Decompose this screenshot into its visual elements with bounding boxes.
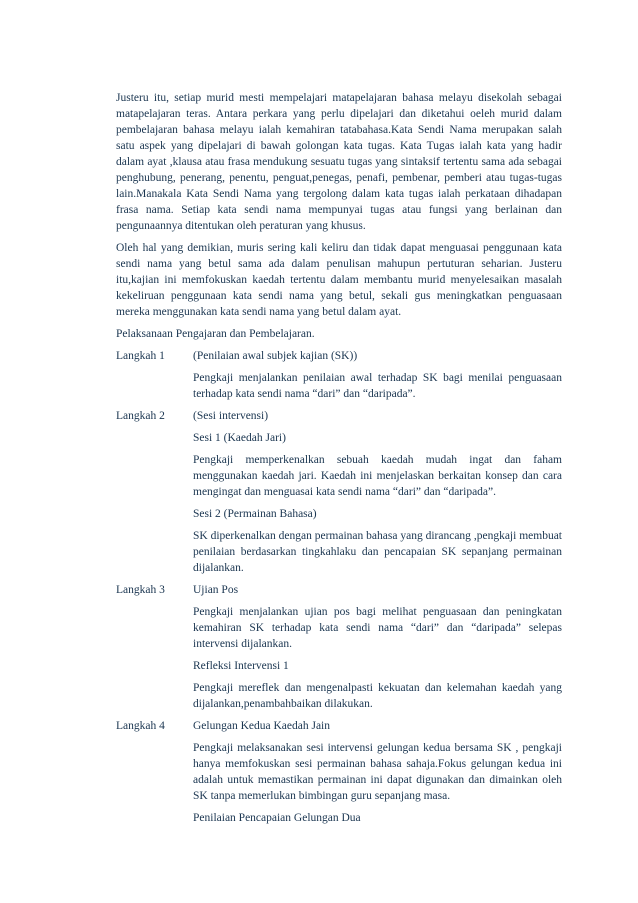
session-heading: Refleksi Intervensi 1 xyxy=(193,660,289,672)
step-paragraph: Pengkaji mereflek dan mengenalpasti kekuatan dan kelemahan kaedah yang dijalankan,penambahbaikan dilakukan. xyxy=(193,682,562,710)
step-1 xyxy=(116,348,562,364)
step-paragraph: Pengkaji menjalankan ujian pos bagi melihat penguasaan dan peningkatan kemahiran SK terhadap kata sendi nama “dari” dan “daripada” selepas intervensi dijalankan. xyxy=(193,606,562,650)
session-heading: Sesi 1 (Kaedah Jari) xyxy=(193,432,286,444)
intro-paragraph-2: Oleh hal yang demikian, muris sering kali keliru dan tidak dapat menguasai penggunaan kata sendi nama yang betul sama ada dalam penulisan mahupun pertuturan seharian. Justeru itu,kajian ini memfokuskan kaedah tertentu dalam membantu murid menyelesaikan masalah kekeliruan penggunaan kata sendi nama yang betul, sekali gus meningkatkan penguasaan mereka menggunakan kata sendi nama yang betul dalam ayat. xyxy=(116,242,562,318)
step-title: Gelungan Kedua Kaedah Jain xyxy=(193,720,330,732)
step-label: Langkah 1 xyxy=(116,350,165,362)
step-3 xyxy=(116,582,562,598)
step-label: Langkah 2 xyxy=(116,410,165,422)
document-page xyxy=(116,90,562,832)
step-paragraph: SK diperkenalkan dengan permainan bahasa yang dirancang ,pengkaji membuat penilaian berdasarkan tingkahlaku dan pencapaian SK sepanjang permainan dijalankan. xyxy=(193,530,562,574)
section-heading: Pelaksanaan Pengajaran dan Pembelajaran. xyxy=(116,328,315,340)
session-heading: Sesi 2 (Permainan Bahasa) xyxy=(193,508,317,520)
step-paragraph: Pengkaji memperkenalkan sebuah kaedah mudah ingat dan faham menggunakan kaedah jari. Kaedah ini menjelaskan berkaitan konsep dan cara mengingat dan menguasai kata sendi nama “dari” dan “daripada”. xyxy=(193,454,562,498)
step-2 xyxy=(116,408,562,424)
step-paragraph: Pengkaji melaksanakan sesi intervensi gelungan kedua bersama SK , pengkaji hanya memfokuskan sesi permainan bahasa sahaja.Fokus gelungan kedua ini adalah untuk memastikan permainan ini dapat digunakan dan dimainkan oleh SK tanpa memerlukan bimbingan guru sepanjang masa. xyxy=(193,742,562,802)
session-heading: Penilaian Pencapaian Gelungan Dua xyxy=(193,812,361,824)
step-4 xyxy=(116,718,562,734)
step-title: (Sesi intervensi) xyxy=(193,410,269,422)
step-label: Langkah 4 xyxy=(116,720,165,732)
step-title: Ujian Pos xyxy=(193,584,239,596)
step-paragraph: Pengkaji menjalankan penilaian awal terhadap SK bagi menilai penguasaan terhadap kata sendi nama “dari” dan “daripada”. xyxy=(193,372,562,400)
step-label: Langkah 3 xyxy=(116,584,165,596)
intro-paragraph-1: Justeru itu, setiap murid mesti mempelajari matapelajaran bahasa melayu disekolah sebagai matapelajaran teras. Antara perkara yang perlu dipelajari dan diketahui oeleh murid dalam pembelajaran bahasa melayu ialah kemahiran tatabahasa.Kata Sendi Nama merupakan salah satu aspek yang dipelajari di bawah golongan kata tugas. Kata Tugas ialah kata yang hadir dalam ayat ,klausa atau frasa mendukung sesuatu tugas yang sintaksif tertentu sama ada sebagai penghubung, penerang, penentu, penguat,penegas, penafi, pembenar, pemberi atau tugas-tugas lain.Manakala Kata Sendi Nama yang tergolong dalam kata tugas ialah perkataan dihadapan frasa nama. Setiap kata sendi nama mempunyai tugas atau fungsi yang berlainan dan pengunaannya ditentukan oleh peraturan yang khusus. xyxy=(116,92,562,232)
step-title: (Penilaian awal subjek kajian (SK)) xyxy=(193,350,358,362)
